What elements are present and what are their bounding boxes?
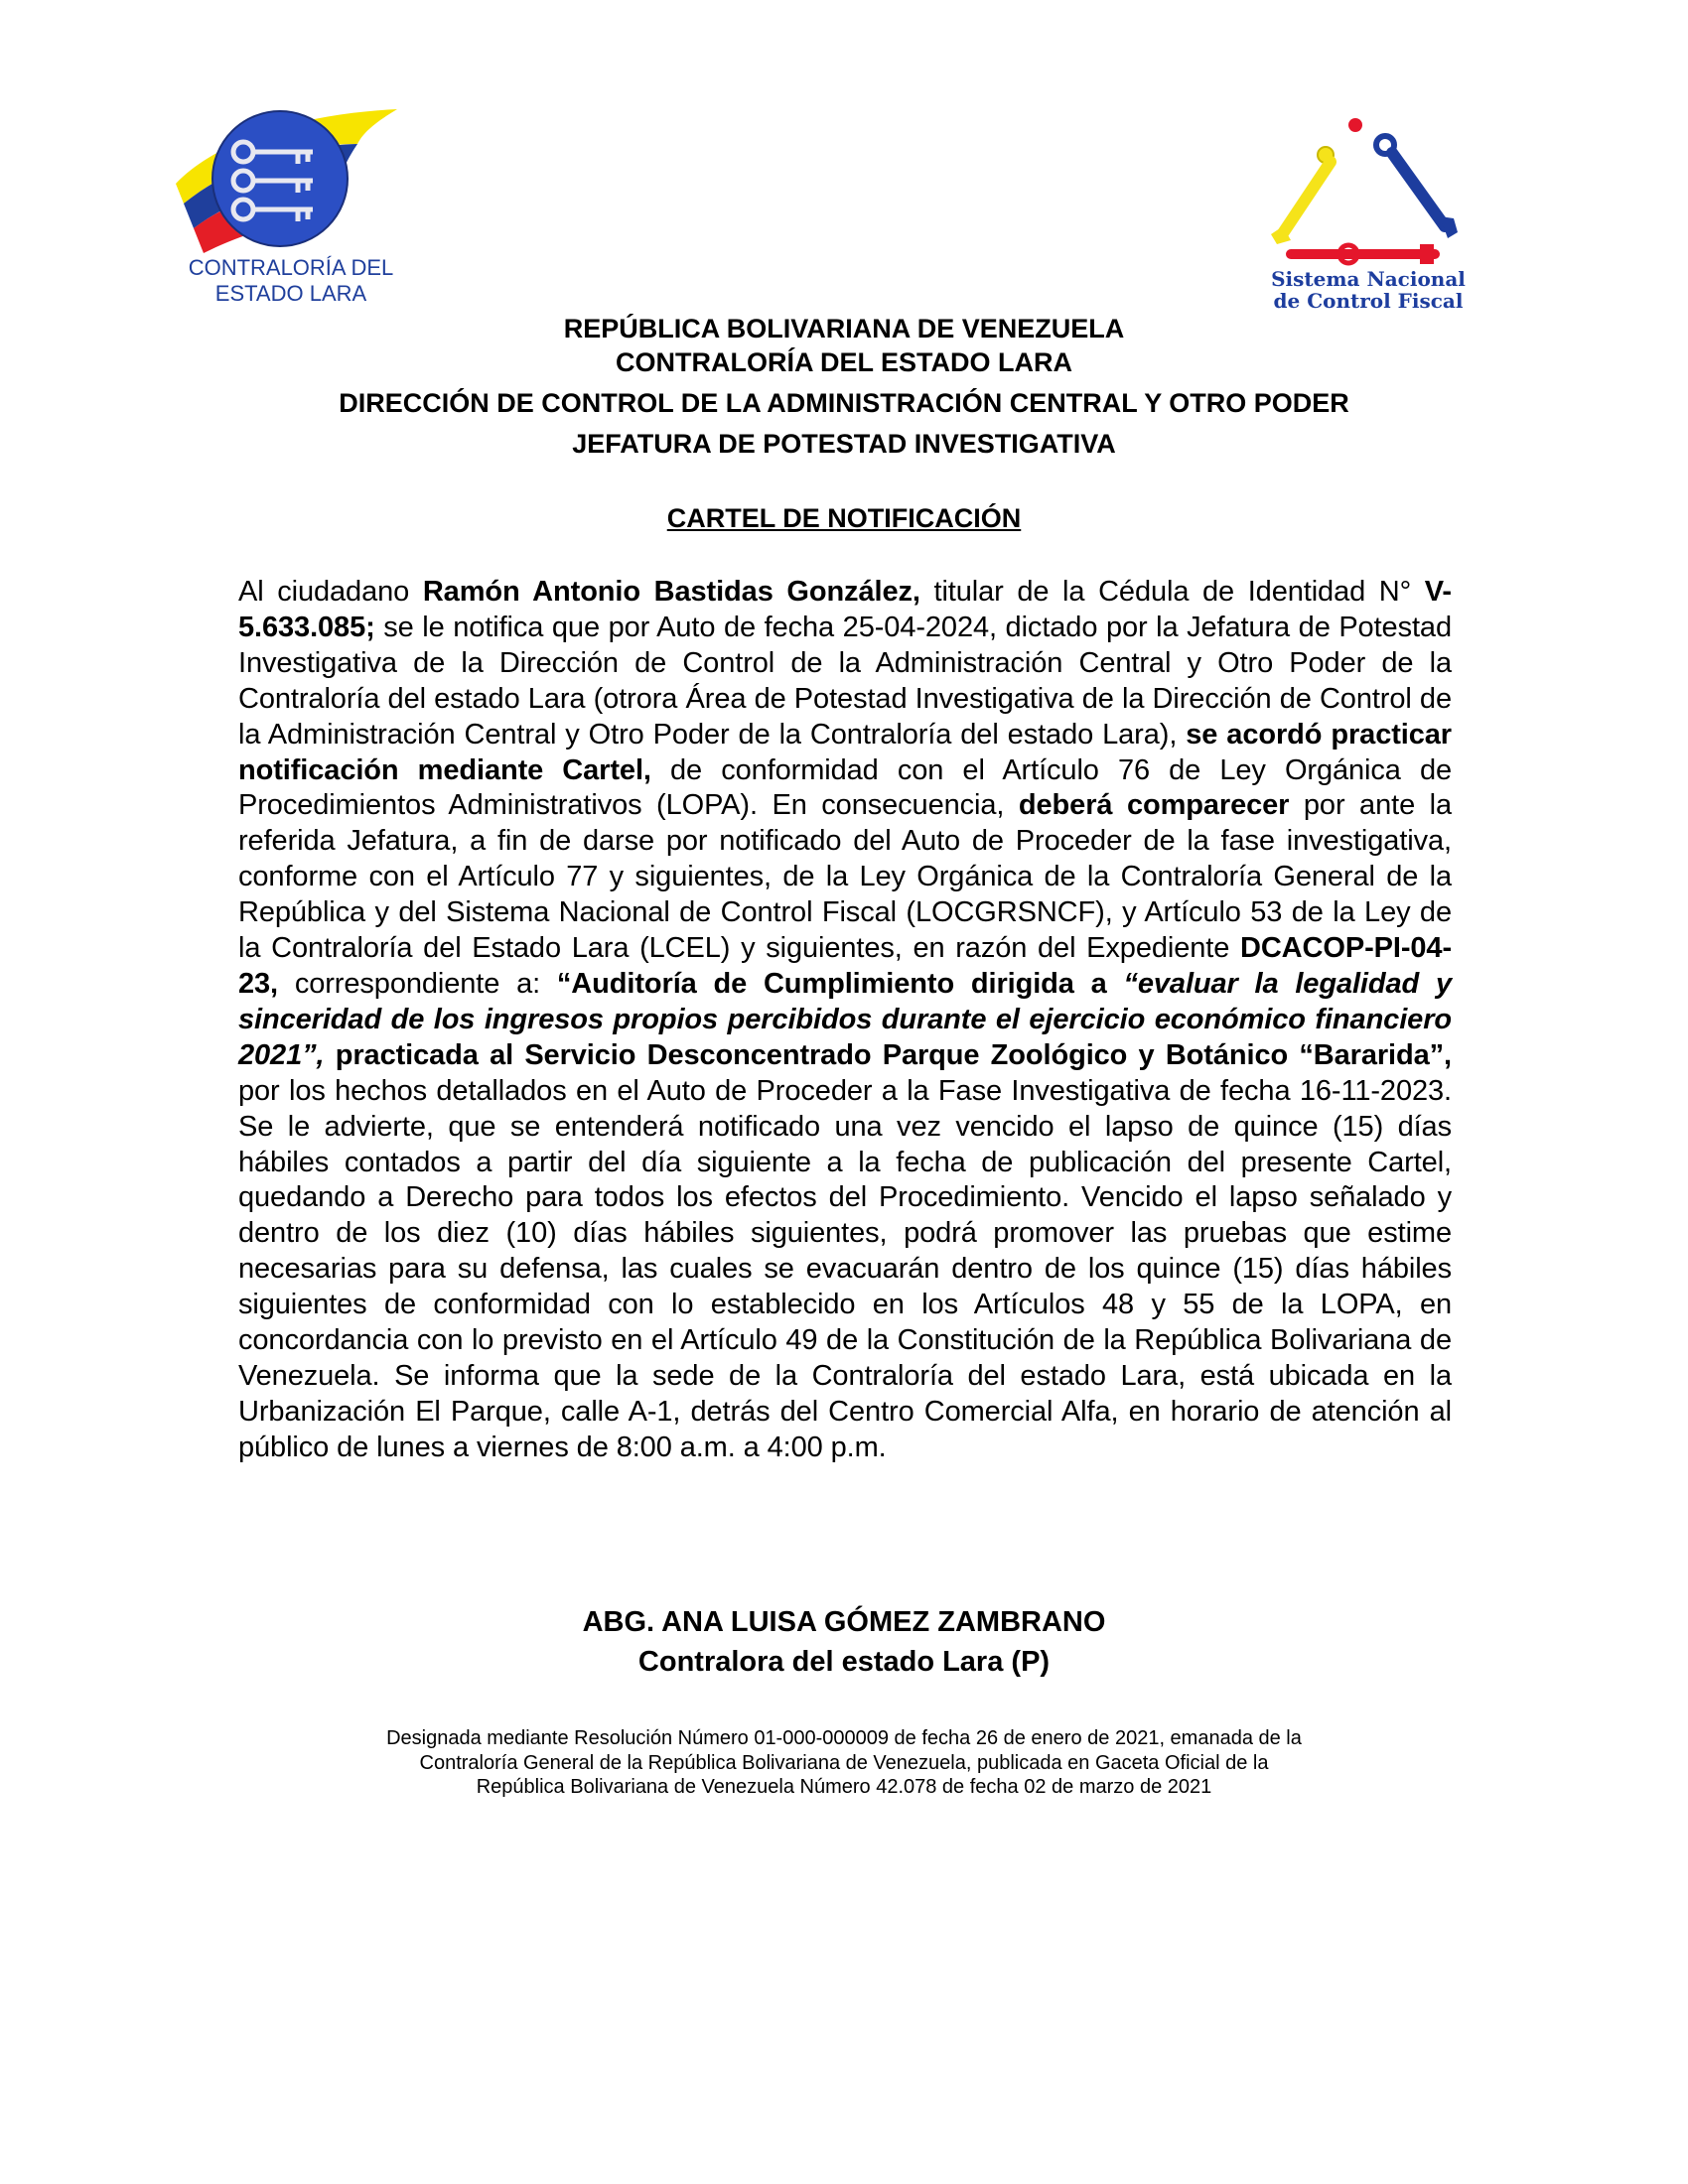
header-jefatura: JEFATURA DE POTESTAD INVESTIGATIVA <box>572 429 1116 459</box>
body-text-run: por ante la referida Jefatura, a fin de darse por notificado del Auto de Proceder de la fase investigativa, conforme con el Artículo 77 y siguientes, de la Ley Orgánica de la Contraloría General de la República y del Sistema Nacional de Control Fiscal (LOCGRSNCF), y Artículo 53 de la Ley de la Contraloría del Estado Lara (LCEL) y siguientes, en razón del Expediente <box>238 789 1452 965</box>
case-number: DCACOP-PI-04-23, <box>238 932 1452 1000</box>
footnote-line: Designada mediante Resolución Número 01-000-000009 de fecha 26 de enero de 2021, emanada de la <box>386 1727 1302 1749</box>
footnote-line: Contraloría General de la República Bolivariana de Venezuela, publicada en Gaceta Oficial de la <box>419 1751 1269 1774</box>
citizen-id: V-5.633.085; <box>238 576 1452 643</box>
body-text-run: se le notifica que por Auto de fecha 25-04-2024, dictado por la Jefatura de Potestad Investigativa de la Dirección de Control de la Administración Central y Otro Poder de la Contraloría del estado Lara (otrora Área de Potestad Investigativa de la Dirección de Control de la Administración Central y Otro Poder de la Contraloría del estado Lara), <box>238 611 1452 751</box>
must-appear-text: deberá comparecer <box>1018 789 1290 822</box>
body-text-run: correspondiente a: <box>278 967 557 1000</box>
designation-footnote <box>0 1726 1688 1800</box>
notification-body <box>238 575 1452 1466</box>
logo-left-line2: ESTADO LARA <box>214 281 367 306</box>
audit-objective: “evaluar la legalidad y sinceridad de los ingresos propios percibidos durante el ejercicio económico financiero 2021”, <box>238 967 1452 1071</box>
footnote-line: República Bolivariana de Venezuela Número 42.078 de fecha 02 de marzo de 2021 <box>476 1776 1212 1798</box>
citizen-name: Ramón Antonio Bastidas González, <box>422 576 920 608</box>
body-text-run: de conformidad con el Artículo 76 de Ley Orgánica de Procedimientos Administrativos (LOPA). En consecuencia, <box>238 753 1452 822</box>
header-republic: REPÚBLICA BOLIVARIANA DE VENEZUELA <box>563 314 1125 343</box>
header-contraloria: CONTRALORÍA DEL ESTADO LARA <box>616 347 1072 377</box>
logo-right-line2: de Control Fiscal <box>1273 289 1464 313</box>
sistema-nacional-control-fiscal-logo <box>1261 117 1484 316</box>
logo-right-line1: Sistema Nacional <box>1271 267 1466 291</box>
signatory-role: Contralora del estado Lara (P) <box>637 1646 1051 1678</box>
document-title: CARTEL DE NOTIFICACIÓN <box>666 503 1022 533</box>
logo-left-line1: CONTRALORÍA DEL <box>188 255 394 280</box>
header-direccion: DIRECCIÓN DE CONTROL DE LA ADMINISTRACIÓN CENTRAL Y OTRO PODER <box>339 388 1349 418</box>
agreement-text: se acordó practicar notificación mediante Cartel, <box>238 718 1452 786</box>
contraloria-estado-lara-logo <box>174 104 407 318</box>
signatory-name: ABG. ANA LUISA GÓMEZ ZAMBRANO <box>582 1606 1106 1638</box>
body-text-run: por los hechos detallados en el Auto de Proceder a la Fase Investigativa de fecha 16-11-2023. Se le advierte, que se entenderá notificado una vez vencido el lapso de quince (15) días hábiles contados a partir del día siguiente a la fecha de publicación del presente Cartel, quedando a Derecho para todos los efectos del Procedimiento. Vencido el lapso señalado y dentro de los diez (10) días hábiles siguientes, podrá promover las pruebas que estime necesarias para su defensa, las cuales se evacuarán dentro de los quince (15) días hábiles siguientes de conformidad con lo establecido en los Artículos 48 y 55 de la LOPA, en concordancia con lo previsto en el Artículo 49 de la Constitución de la República Bolivariana de Venezuela. Se informa que la sede de la Contraloría del estado Lara, está ubicada en la Urbanización El Parque, calle A-1, detrás del Centro Comercial Alfa, en horario de atención al público de lunes a viernes de 8:00 a.m. a 4:00 p.m. <box>238 1074 1452 1463</box>
audit-title: “Auditoría de Cumplimiento dirigida a <box>556 967 1124 1000</box>
keys-triangle-icon <box>1271 118 1458 264</box>
body-text-run: Al ciudadano <box>238 576 423 608</box>
audited-entity: practicada al Servicio Desconcentrado Parque Zoológico y Botánico “Bararida”, <box>324 1038 1452 1071</box>
body-text-run: titular de la Cédula de Identidad N° <box>919 576 1425 608</box>
